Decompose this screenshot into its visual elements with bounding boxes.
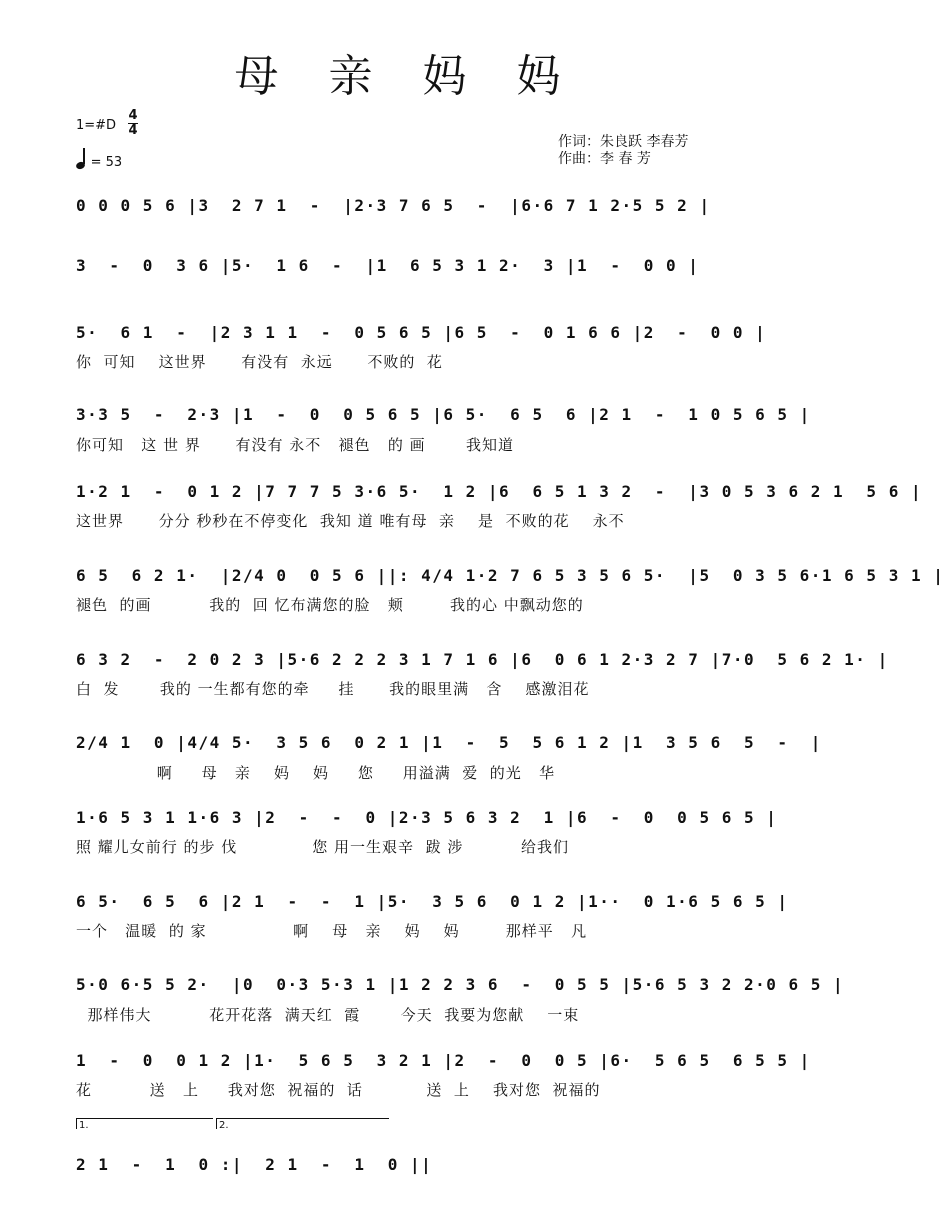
notation-line: 3 - 0 3 6 |5· 1 6 - |1 6 5 3 1 2· 3 |1 - 0 0 | bbox=[76, 256, 700, 275]
notation-line: 6 3 2 - 2 0 2 3 |5·6 2 2 2 3 1 7 1 6 |6 0 6 1 2·3 2 7 |7·0 5 6 2 1· | bbox=[76, 650, 889, 669]
notation-line: 0 0 0 5 6 |3 2 7 1 - |2·3 7 6 5 - |6·6 7 1 2·5 5 2 | bbox=[76, 196, 711, 215]
first-ending-label: 1. bbox=[79, 1120, 89, 1131]
lyric-line: 啊 母 亲 妈 妈 您 用溢满 爱 的光 华 bbox=[76, 764, 556, 782]
credits bbox=[558, 134, 688, 168]
notation-line: 2/4 1 0 |4/4 5· 3 5 6 0 2 1 |1 - 5 5 6 1 2 |1 3 5 6 5 - | bbox=[76, 733, 822, 752]
notation-line: 1·2 1 - 0 1 2 |7 7 7 5 3·6 5· 1 2 |6 6 5 1 3 2 - |3 0 5 3 6 2 1 5 6 | bbox=[76, 482, 923, 501]
second-ending-label: 2. bbox=[219, 1120, 229, 1131]
lyric-line: 照 耀儿女前行 的步 伐 您 用一生艰辛 跋 涉 给我们 bbox=[76, 838, 570, 856]
lyric-line: 你 可知 这世界 有没有 永远 不败的 花 bbox=[76, 353, 443, 371]
lyric-line: 褪色 的画 我的 回 忆布满您的脸 颊 我的心 中飘动您的 bbox=[76, 596, 584, 614]
composer: 作曲：李 春 芳 bbox=[558, 151, 651, 167]
tempo-value: = 53 bbox=[90, 155, 123, 170]
time-signature bbox=[128, 110, 138, 137]
lyric-line: 那样伟大 花开花落 满天红 霞 今天 我要为您献 一束 bbox=[76, 1006, 580, 1024]
lyric-line: 这世界 分分 秒秒在不停变化 我知 道 唯有母 亲 是 不败的花 永不 bbox=[76, 512, 625, 530]
song-title: 母 亲 妈 妈 bbox=[234, 51, 579, 102]
lyricist: 作词：朱良跃 李春芳 bbox=[558, 134, 689, 150]
lyric-line: 一个 温暖 的 家 啊 母 亲 妈 妈 那样平 凡 bbox=[76, 922, 588, 940]
notation-line: 1 - 0 0 1 2 |1· 5 6 5 3 2 1 |2 - 0 0 5 |6· 5 6 5 6 5 5 | bbox=[76, 1051, 811, 1070]
notation-line: 5·0 6·5 5 2· |0 0·3 5·3 1 |1 2 2 3 6 - 0 5 5 |5·6 5 3 2 2·0 6 5 | bbox=[76, 975, 845, 994]
notation-line: 6 5· 6 5 6 |2 1 - - 1 |5· 3 5 6 0 1 2 |1·· 0 1·6 5 6 5 | bbox=[76, 892, 789, 911]
notation-line: 6 5 6 2 1· |2/4 0 0 5 6 ||: 4/4 1·2 7 6 5 3 5 6 5· |5 0 3 5 6·1 6 5 3 1 | bbox=[76, 566, 944, 585]
lyric-line: 你可知 这 世 界 有没有 永不 褪色 的 画 我知道 bbox=[76, 436, 514, 454]
lyric-line: 白 发 我的 一生都有您的牵 挂 我的眼里满 含 感激泪花 bbox=[76, 680, 590, 698]
notation-line: 3·3 5 - 2·3 |1 - 0 0 5 6 5 |6 5· 6 5 6 |2 1 - 1 0 5 6 5 | bbox=[76, 405, 811, 424]
time-signature-top: 4 bbox=[128, 108, 138, 123]
notation-line: 1·6 5 3 1 1·6 3 |2 - - 0 |2·3 5 6 3 2 1 |6 - 0 0 5 6 5 | bbox=[76, 808, 778, 827]
lyric-line: 花 送 上 我对您 祝福的 话 送 上 我对您 祝福的 bbox=[76, 1081, 601, 1099]
tempo-marking bbox=[76, 150, 122, 170]
notation-line: 5· 6 1 - |2 3 1 1 - 0 5 6 5 |6 5 - 0 1 6 6 |2 - 0 0 | bbox=[76, 323, 767, 342]
key-signature: 1=#D bbox=[76, 118, 117, 133]
notation-line: 2 1 - 1 0 :| 2 1 - 1 0 || bbox=[76, 1155, 433, 1174]
time-signature-bottom: 4 bbox=[128, 123, 138, 138]
